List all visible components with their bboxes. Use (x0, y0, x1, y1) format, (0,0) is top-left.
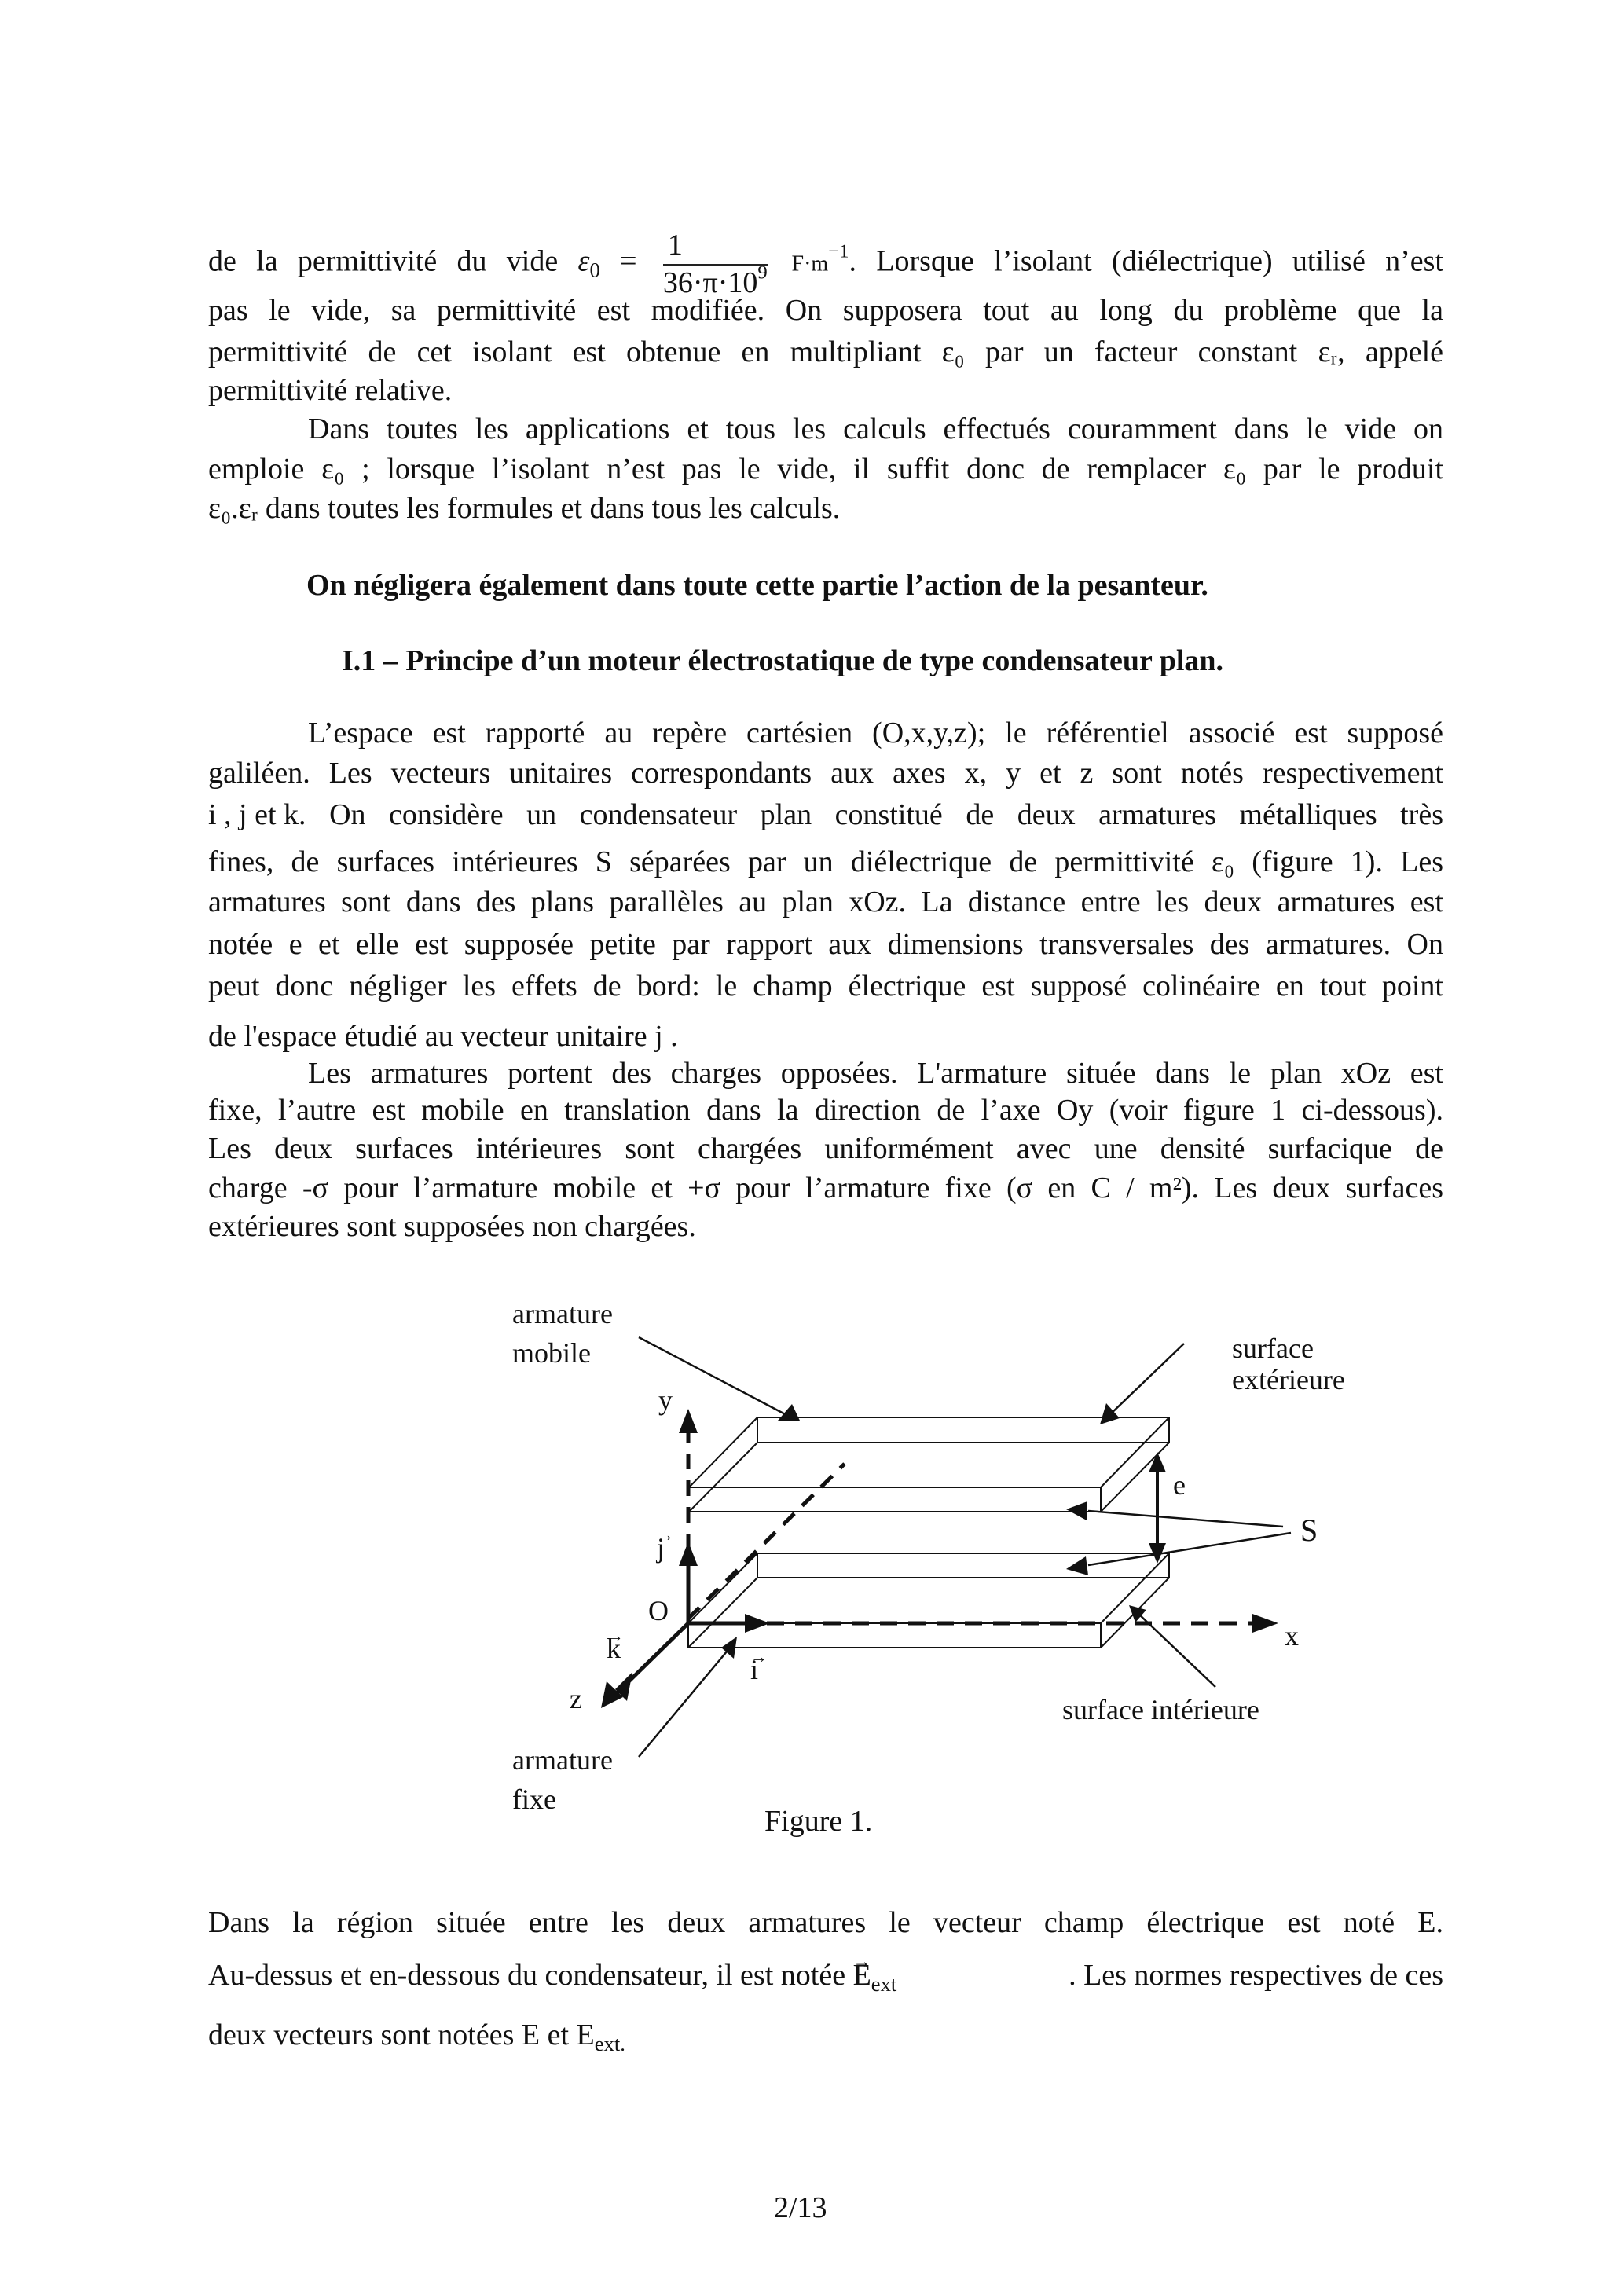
leader-armature-fixe (639, 1647, 731, 1757)
fraction-numerator: 1 (663, 228, 768, 266)
label-axis-z: z (570, 1683, 582, 1714)
unit-vectors-ijk: i , j et k (208, 798, 299, 831)
section-heading: I.1 – Principe d’un moteur électrostatique de type condensateur plan. (342, 644, 1224, 677)
i-vector-arrowhead (745, 1614, 770, 1633)
leader-S-top (1088, 1511, 1283, 1527)
paragraph-3-line-5: armatures sont dans des plans parallèles au plan xOz. La distance entre les deux armatures est (208, 885, 1443, 918)
paragraph-4-line-4: charge -σ pour l’armature mobile et +σ pour l’armature fixe (σ en C / m²). Les deux surfaces (208, 1171, 1443, 1204)
unit: F·m (773, 251, 829, 277)
paragraph-4-line-3: Les deux surfaces intérieures sont chargées uniformément avec une densité surfacique de (208, 1132, 1443, 1165)
unit-exponent: −1 (828, 240, 849, 262)
label-vector-i: → i (750, 1654, 758, 1685)
paragraph-4-line-5: extérieures sont supposées non chargées. (208, 1210, 696, 1243)
subscript-ext: ext (871, 1971, 897, 1996)
paragraph-1-line-4: permittivité relative. (208, 374, 453, 407)
label-armature-mobile-line1: armature (512, 1298, 613, 1329)
paragraph-4-line-2: fixe, l’autre est mobile en translation dans la direction de l’axe Oy (voir figure 1 ci-dessous). (208, 1094, 1443, 1127)
leader-arrowheads (721, 1403, 1146, 1659)
paragraph-3-line-7: peut donc négliger les effets de bord: le champ électrique est supposé colinéaire en tout point (208, 970, 1443, 1003)
leader-S-bottom (1088, 1533, 1291, 1565)
paragraph-3-line-6: notée e et elle est supposée petite par rapport aux dimensions transversales des armatures. On (208, 928, 1443, 961)
text: deux vecteurs sont notées E et E (208, 2018, 595, 2051)
paragraph-5-line-3 (208, 2017, 1443, 2053)
text (208, 1957, 897, 1996)
j-vector-arrowhead (679, 1542, 698, 1566)
mobile-plate (689, 1417, 1169, 1512)
vector-E: → E (853, 1957, 871, 1993)
label-vector-j: → j (657, 1532, 665, 1564)
denominator-text: 36·π·10 (662, 266, 758, 299)
label-armature-mobile-line2: mobile (512, 1337, 591, 1369)
paragraph-1-line-2: pas le vide, sa permittivité est modifiée. On supposera tout au long du problème que la (208, 294, 1443, 327)
x-axis-arrowhead (1252, 1614, 1278, 1633)
text-a: Au-dessus et en-dessous du condensateur, il est notée (208, 1959, 853, 1992)
fixed-plate (688, 1553, 1169, 1648)
label-origin-O: O (648, 1595, 669, 1626)
paragraph-5-line-2 (208, 1957, 1443, 1996)
label-surface-S: S (1300, 1512, 1318, 1548)
label-armature-fixe-line2: fixe (512, 1784, 556, 1815)
exponent: 9 (757, 262, 768, 284)
label-axis-x: x (1285, 1620, 1299, 1652)
paragraph-4-line-1: Les armatures portent des charges opposées. L'armature située dans le plan xOz est (308, 1057, 1443, 1090)
label-surface-exterieure-line1: surface (1232, 1333, 1314, 1364)
paragraph-3-line-8: de l'espace étudié au vecteur unitaire j . (208, 1020, 678, 1053)
equals-sign: = (599, 244, 657, 278)
axes (601, 1409, 1278, 1708)
paragraph-1-line-3: permittivité de cet isolant est obtenue en multipliant ε₀ par un facteur constant εᵣ, appelé (208, 335, 1443, 368)
y-axis-arrowhead (679, 1409, 698, 1433)
text: de la permittivité du vide (208, 244, 578, 278)
label-gap-e: e (1173, 1469, 1186, 1501)
paragraph-5-line-1: Dans la région située entre les deux armatures le vecteur champ électrique est noté E. (208, 1906, 1443, 1939)
paragraph-3-line-2: galiléen. Les vecteurs unitaires correspondants aux axes x, y et z sont notés respectivement (208, 757, 1443, 790)
subscript: 0 (589, 258, 600, 282)
leader-surface-exterieure (1108, 1344, 1184, 1417)
paragraph-3-line-1: L’espace est rapporté au repère cartésien (O,x,y,z); le référentiel associé est supposé (308, 717, 1443, 750)
label-armature-fixe-line1: armature (512, 1744, 613, 1776)
text-b: . Les normes respectives de ces (1069, 1959, 1443, 1992)
label-surface-exterieure-line2: extérieure (1232, 1364, 1345, 1395)
label-surface-interieure: surface intérieure (1062, 1694, 1259, 1725)
bold-note: On négligera également dans toute cette partie l’action de la pesanteur. (306, 569, 1208, 602)
paragraph-2-line-3: ε₀.εᵣ dans toutes les formules et dans tous les calculs. (208, 492, 841, 525)
text: . On considère un condensateur plan constitué de deux armatures métalliques très (299, 798, 1443, 831)
paragraph-3-line-4: fines, de surfaces intérieures S séparées par un diélectrique de permittivité ε₀ (figure 1). Les (208, 845, 1443, 878)
paragraph-2-line-2: emploie ε₀ ; lorsque l’isolant n’est pas le vide, il suffit donc de remplacer ε₀ par le produit (208, 453, 1443, 486)
epsilon-symbol: ε (577, 244, 590, 278)
label-axis-y: y (658, 1384, 673, 1416)
gap-e-arrow (1149, 1452, 1166, 1564)
label-vector-k: → k (607, 1633, 621, 1664)
figure-caption: Figure 1. (764, 1805, 873, 1838)
page-number: 2/13 (774, 2191, 827, 2224)
paragraph-2-line-1: Dans toutes les applications et tous les calculs effectués couramment dans le vide on (308, 412, 1443, 445)
subscript-ext: ext. (594, 2031, 625, 2055)
text: . Lorsque l’isolant (diélectrique) utilisé n’est (849, 244, 1443, 278)
